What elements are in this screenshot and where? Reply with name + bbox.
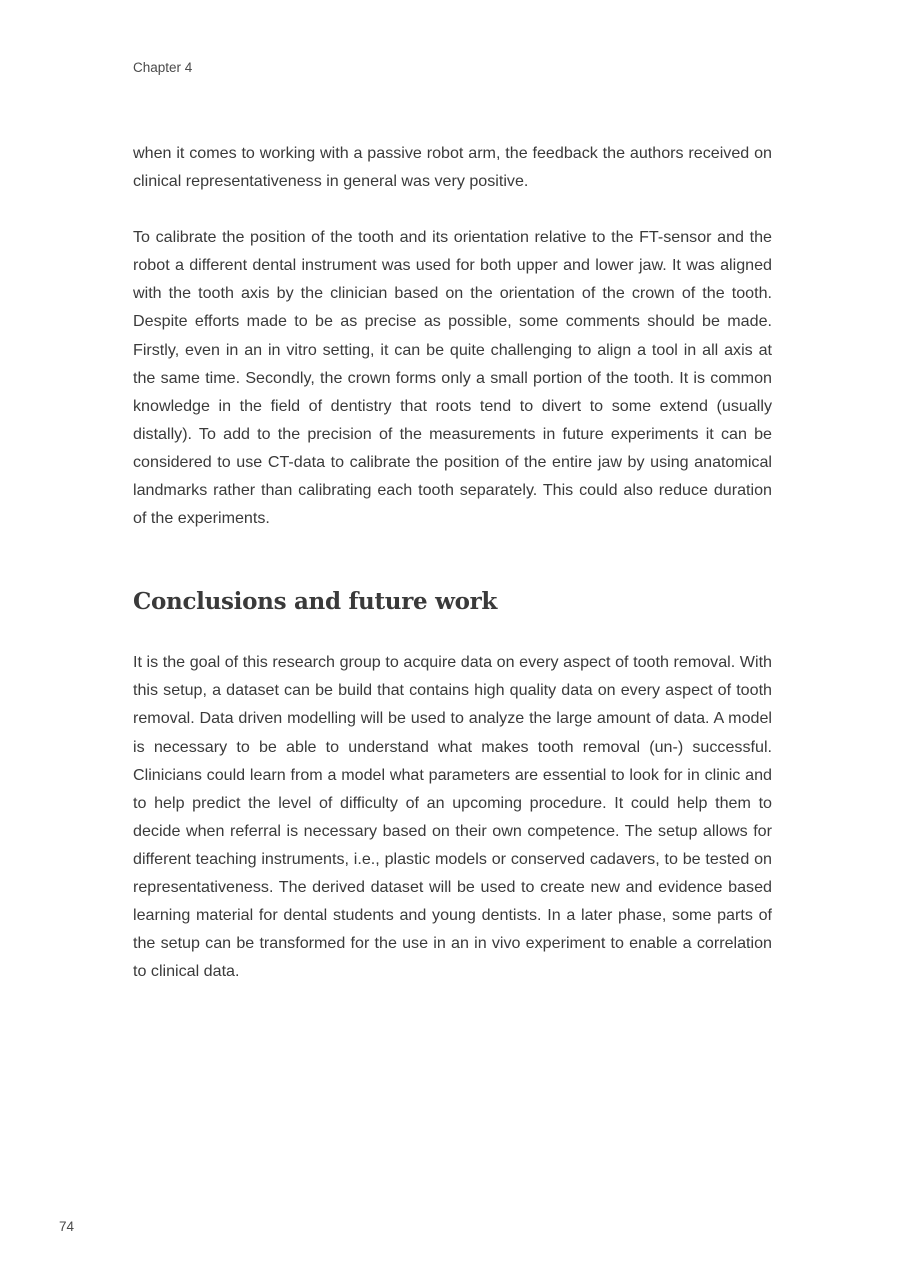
body-paragraph-2: To calibrate the position of the tooth and its orientation relative to the FT-sensor and the robot a different dental instrument was used for both upper and lower jaw. It was aligned with the tooth axis by the clinician based on the orientation of the crown of the tooth. Despite efforts made to be as precise as possible, some comments should be made. Firstly, even in an in vitro setting, it can be quite challenging to align a tool in all axis at the same time. Secondly, the crown forms only a small portion of the tooth. It is common knowledge in the field of dentistry that roots tend to divert to some extend (usually distally). To add to the precision of the measurements in future experiments it can be considered to use CT-data to calibrate the position of the entire jaw by using anatomical landmarks rather than calibrating each tooth separately. This could also reduce duration of the experiments. [133,228,772,528]
body-paragraph-3: It is the goal of this research group to acquire data on every aspect of tooth removal. With this setup, a dataset can be build that contains high quality data on every aspect of tooth removal. Data driven modelling will be used to analyze the large amount of data. A model is necessary to be able to understand what makes tooth removal (un-) successful. Clinicians could learn from a model what parameters are essential to look for in clinic and to help predict the level of difficulty of an upcoming procedure. It could help them to decide when referral is necessary based on their own competence. The setup allows for different teaching instruments, i.e., plastic models or conserved cadavers, to be tested on representativeness. The derived dataset will be used to create new and evidence based learning material for dental students and young dentists. In a later phase, some parts of the setup can be transformed for the use in an in vivo experiment to enable a correlation to clinical data. [133,653,772,981]
section-heading: Conclusions and future work [133,588,498,616]
running-header-chapter: Chapter 4 [133,60,193,75]
page-content [133,139,772,985]
body-paragraph-1: when it comes to working with a passive robot arm, the feedback the authors received on clinical representativeness in general was very positive. [133,144,772,191]
page-number: 74 [59,1219,75,1234]
